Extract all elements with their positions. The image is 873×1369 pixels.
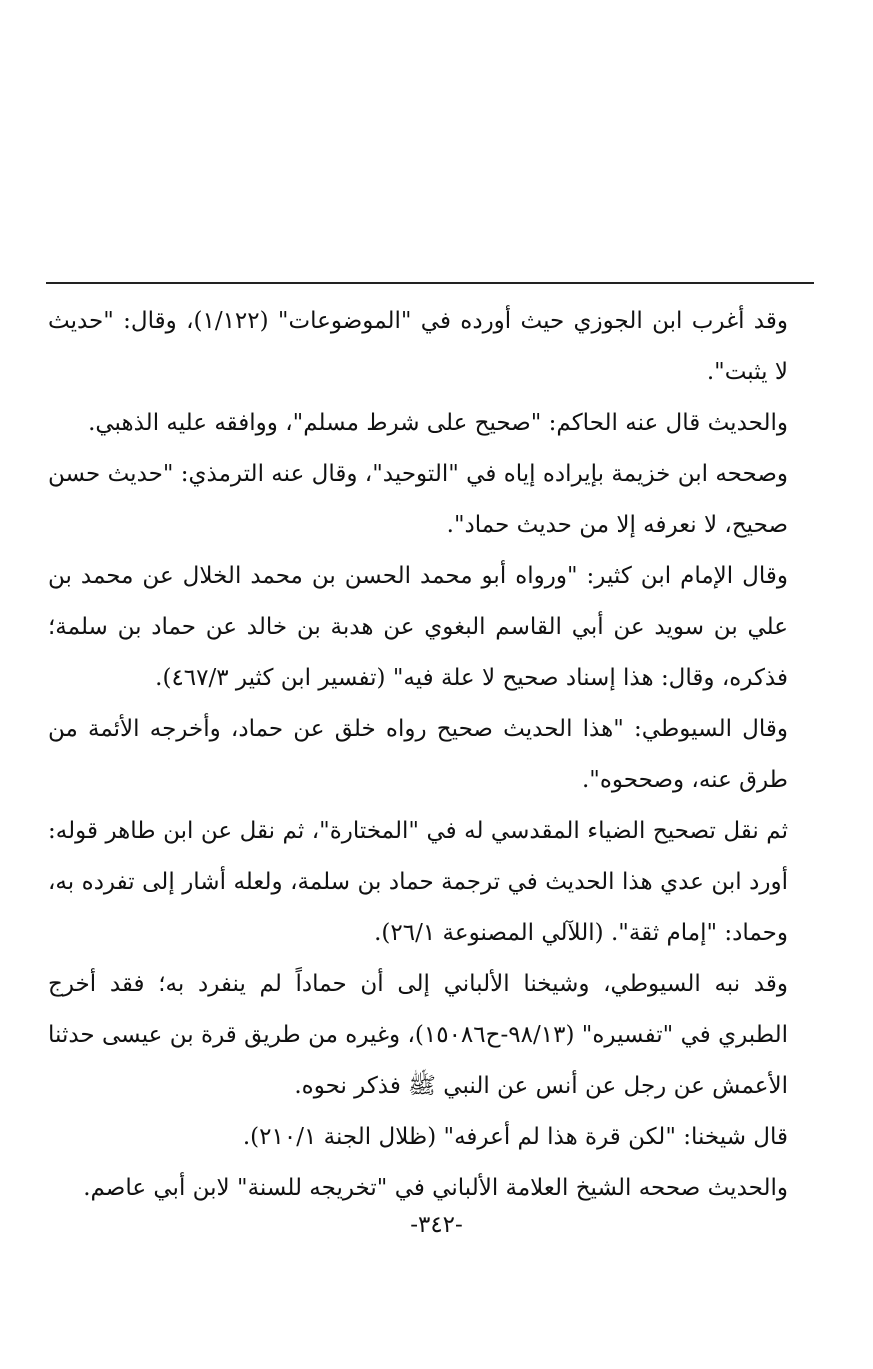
footnote-paragraph: وقال الإمام ابن كثير: "ورواه أبو محمد الحسن بن محمد الخلال عن محمد بن علي بن سويد عن أبي القاسم البغوي عن هدبة بن خالد عن حماد بن سلمة؛ فذكره، وقال: هذا إسناد صحيح لا علة فيه" (تفسير ابن كثير ٤٦٧/٣). (48, 563, 788, 691)
footnote-paragraph: وقد نبه السيوطي، وشيخنا الألباني إلى أن حماداً لم ينفرد به؛ فقد أخرج الطبري في "تفسيره" (٩٨/١٣-ح١٥٠٨٦)، وغيره من طريق قرة بن عيسى حدثنا الأعمش عن رجل عن أنس عن النبي ﷺ فذكر نحوه. (48, 971, 788, 1099)
footnotes-section (48, 296, 788, 1214)
footnote-separator-rule (46, 282, 814, 284)
footnote-paragraph: والحديث صححه الشيخ العلامة الألباني في "تخريجه للسنة" لابن أبي عاصم. (83, 1175, 788, 1201)
footnote-paragraph: وقد أغرب ابن الجوزي حيث أورده في "الموضوعات" (١/١٢٢)، وقال: "حديث لا يثبت". (48, 308, 788, 385)
footnote-paragraph: قال شيخنا: "لكن قرة هذا لم أعرفه" (ظلال الجنة ٢١٠/١). (242, 1124, 788, 1150)
page-number: -٣٤٢- (410, 1212, 463, 1238)
footnote-paragraph: والحديث قال عنه الحاكم: "صحيح على شرط مسلم"، ووافقه عليه الذهبي. (88, 410, 788, 436)
footnote-paragraph: وصححه ابن خزيمة بإيراده إياه في "التوحيد"، وقال عنه الترمذي: "حديث حسن صحيح، لا نعرفه إلا من حديث حماد". (48, 461, 788, 538)
footnote-paragraph: وقال السيوطي: "هذا الحديث صحيح رواه خلق عن حماد، وأخرجه الأئمة من طرق عنه، وصححوه". (48, 716, 788, 793)
footnote-paragraph: ثم نقل تصحيح الضياء المقدسي له في "المختارة"، ثم نقل عن ابن طاهر قوله: أورد ابن عدي هذا الحديث في ترجمة حماد بن سلمة، ولعله أشار إلى تفرده به، وحماد: "إمام ثقة". (اللآلي المصنوعة ٢٦/١). (48, 818, 788, 946)
